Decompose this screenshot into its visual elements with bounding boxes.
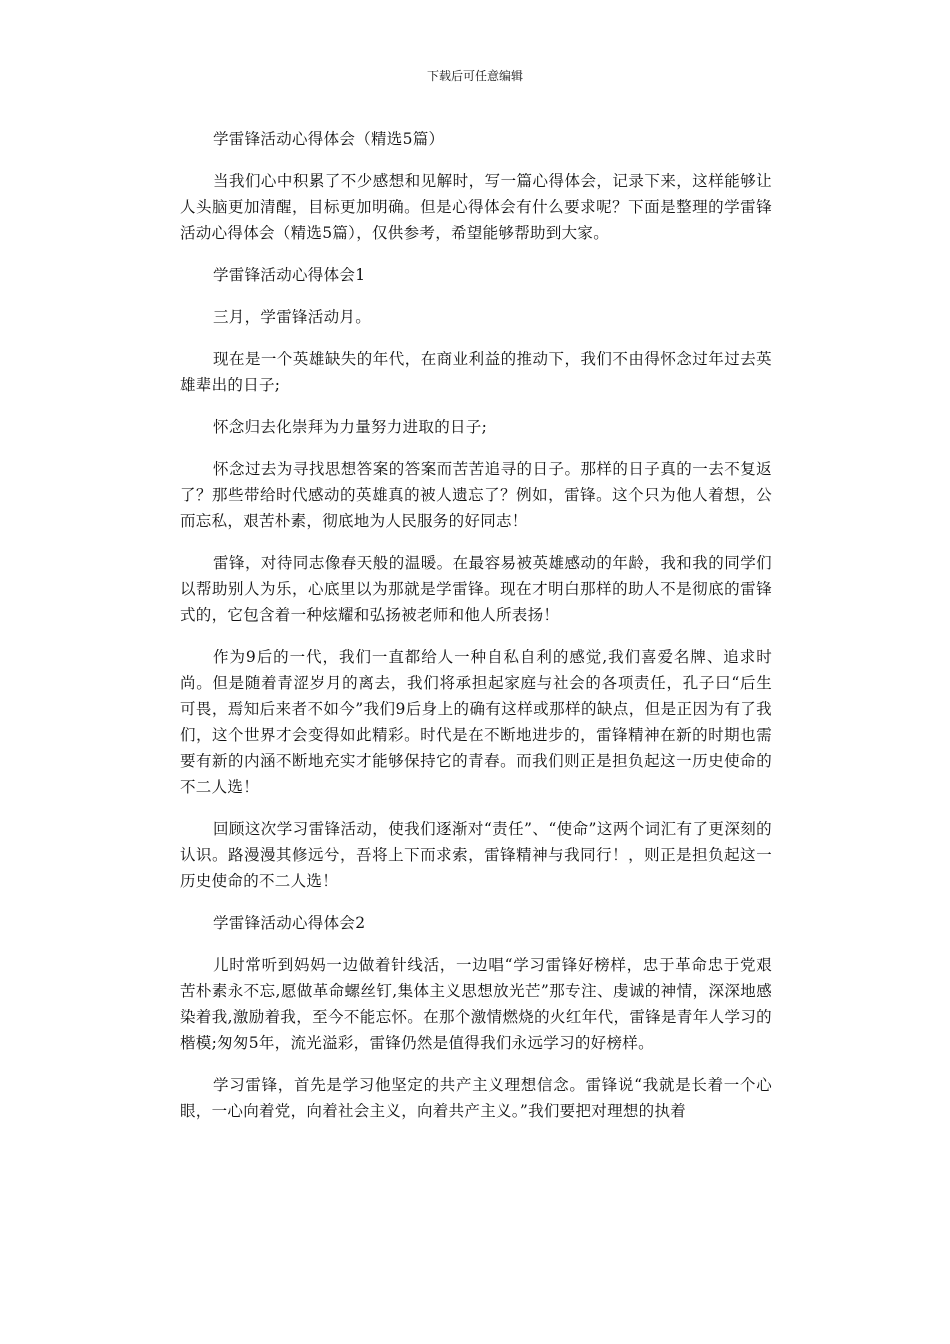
section2-paragraph: 儿时常听到妈妈一边做着针线活，一边唱“学习雷锋好榜样，忠于革命忠于党艰苦朴素永不忘,愿做革命螺丝钉,集体主义思想放光芒”那专注、虔诚的神情，深深地感染着我,激励着我，至今不能忘怀。在那个激情燃烧的火红年代，雷锋是青年人学习的楷模;匆匆5年，流光溢彩，雷锋仍然是值得我们永远学习的好榜样。 (180, 956, 772, 1052)
section1-paragraph: 作为9后的一代，我们一直都给人一种自私自利的感觉,我们喜爱名牌、追求时尚。但是随着青涩岁月的离去，我们将承担起家庭与社会的各项责任，孔子曰“后生可畏，焉知后来者不如今”我们9后身上的确有这样或那样的缺点，但是正因为有了我们，这个世界才会变得如此精彩。时代是在不断地进步的，雷锋精神在新的时期也需要有新的内涵不断地充实才能够保持它的青春。而我们则正是担负起这一历史使命的不二人选！ (180, 648, 772, 796)
document-body (180, 126, 772, 1124)
section1-paragraph: 雷锋，对待同志像春天般的温暖。在最容易被英雄感动的年龄，我和我的同学们以帮助别人为乐，心底里以为那就是学雷锋。现在才明白那样的助人不是彻底的雷锋式的，它包含着一种炫耀和弘扬被老师和他人所表扬！ (180, 554, 772, 624)
intro-paragraph: 当我们心中积累了不少感想和见解时，写一篇心得体会，记录下来，这样能够让人头脑更加清醒，目标更加明确。但是心得体会有什么要求呢？下面是整理的学雷锋活动心得体会（精选5篇），仅供参考，希望能够帮助到大家。 (180, 172, 772, 242)
section1-paragraph: 回顾这次学习雷锋活动，使我们逐渐对“责任”、“使命”这两个词汇有了更深刻的认识。路漫漫其修远兮，吾将上下而求索，雷锋精神与我同行！，则正是担负起这一历史使命的不二人选！ (180, 820, 772, 890)
section2-paragraph: 学习雷锋，首先是学习他坚定的共产主义理想信念。雷锋说“我就是长着一个心眼，一心向着党，向着社会主义，向着共产主义。”我们要把对理想的执着 (180, 1076, 772, 1120)
section1-paragraph: 怀念过去为寻找思想答案的答案而苦苦追寻的日子。那样的日子真的一去不复返了？那些带给时代感动的英雄真的被人遗忘了？例如，雷锋。这个只为他人着想，公而忘私，艰苦朴素，彻底地为人民服务的好同志！ (180, 460, 772, 530)
section1-paragraph: 怀念归去化崇拜为力量努力进取的日子; (213, 418, 488, 436)
section1-paragraph: 三月，学雷锋活动月。 (213, 308, 372, 326)
section1-paragraph: 现在是一个英雄缺失的年代，在商业利益的推动下，我们不由得怀念过年过去英雄辈出的日子; (180, 350, 772, 394)
page-header-note: 下载后可任意编辑 (426, 69, 523, 83)
section-heading-2: 学雷锋活动心得体会2 (213, 914, 366, 932)
document-title: 学雷锋活动心得体会（精选5篇） (213, 130, 445, 148)
section-heading-1: 学雷锋活动心得体会1 (213, 266, 366, 284)
